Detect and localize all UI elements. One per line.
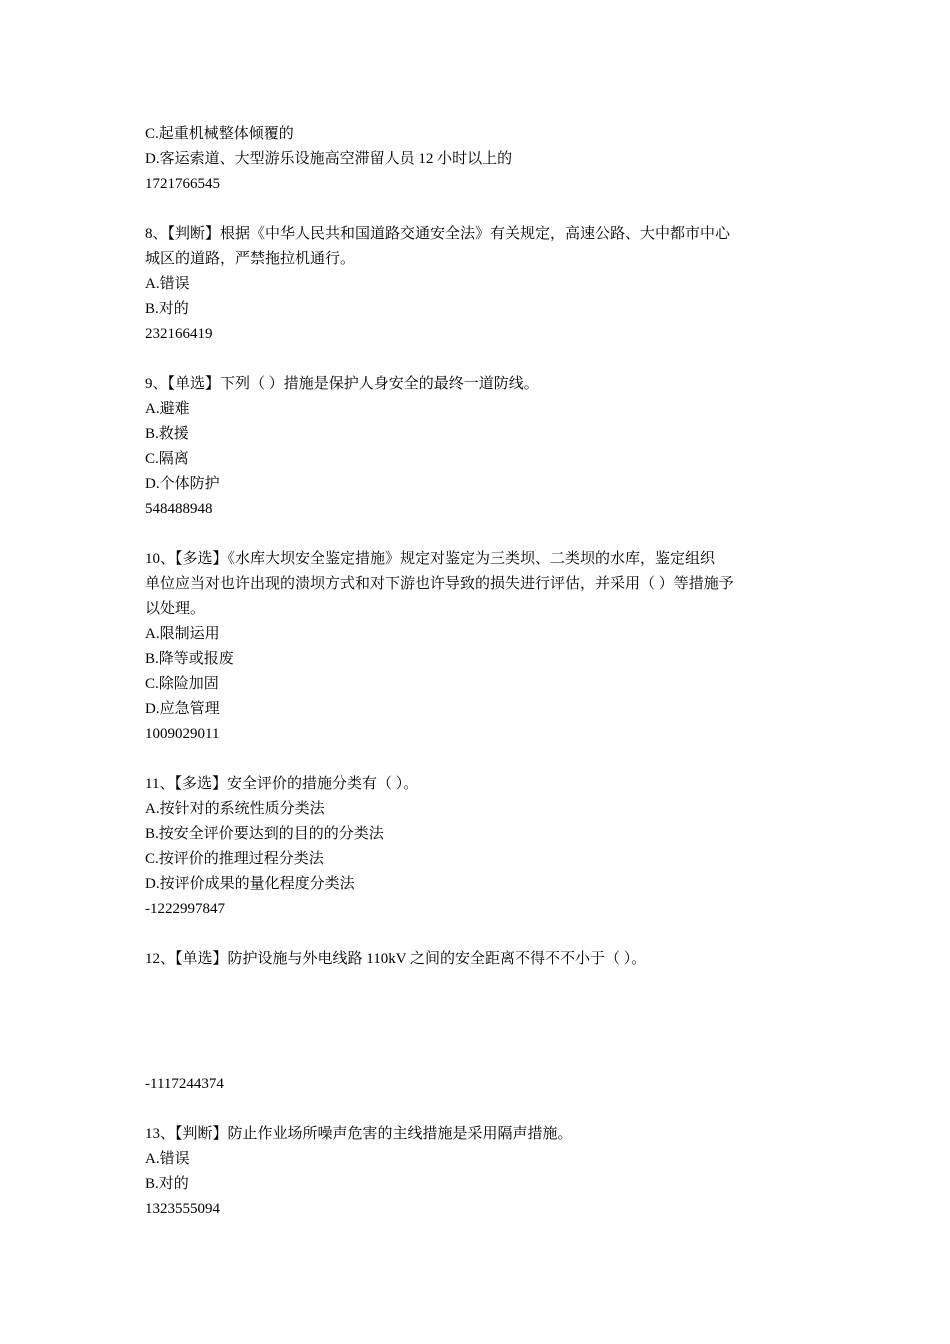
question-block — [145, 1122, 810, 1222]
question-stem-line: 13、【判断】防止作业场所噪声危害的主线措施是采用隔声措施。 — [145, 1126, 573, 1142]
option-text: A.错误 — [145, 276, 190, 292]
spacer — [145, 922, 810, 947]
option-text: B.降等或报废 — [145, 651, 234, 667]
question-stem-line: 8、【判断】根据《中华人民共和国道路交通安全法》有关规定，高速公路、大中都市中心 — [145, 226, 731, 242]
spacer — [145, 197, 810, 222]
option-text: C.隔离 — [145, 451, 189, 467]
question-block — [145, 222, 810, 347]
question-code: 232166419 — [145, 326, 213, 342]
option-text: D.按评价成果的量化程度分类法 — [145, 876, 355, 892]
spacer — [145, 1097, 810, 1122]
question-stem-line: 单位应当对也许出现的溃坝方式和对下游也许导致的损失进行评估，并采用（ ）等措施予 — [145, 576, 734, 592]
question-stem-line: 以处理。 — [145, 601, 206, 617]
spacer — [145, 347, 810, 372]
question-block — [145, 372, 810, 522]
question-block — [145, 947, 810, 1097]
question-stem-line: 10、【多选】《水库大坝安全鉴定措施》规定对鉴定为三类坝、二类坝的水库，鉴定组织 — [145, 551, 716, 567]
question-code: 1009029011 — [145, 726, 220, 742]
question-stem-line: 11、【多选】安全评价的措施分类有（ ）。 — [145, 776, 419, 792]
option-text: C.除险加固 — [145, 676, 219, 692]
option-text: C.按评价的推理过程分类法 — [145, 851, 324, 867]
option-text: C.起重机械整体倾覆的 — [145, 126, 294, 142]
option-text: B.按安全评价要达到的目的的分类法 — [145, 826, 384, 842]
option-text: D.应急管理 — [145, 701, 220, 717]
question-fragment — [145, 122, 810, 197]
option-text: A.避难 — [145, 401, 190, 417]
option-text: A.错误 — [145, 1151, 190, 1167]
question-code: 548488948 — [145, 501, 213, 517]
question-code: 1721766545 — [145, 176, 220, 192]
option-text: B.救援 — [145, 426, 189, 442]
option-text: B.对的 — [145, 301, 189, 317]
question-stem-line: 12、【单选】防护设施与外电线路 110kV 之间的安全距离不得不不小于（ ）。 — [145, 951, 647, 967]
question-code: 1323555094 — [145, 1201, 220, 1217]
spacer — [145, 747, 810, 772]
document-content — [145, 122, 810, 1222]
question-stem-line: 9、【单选】下列（ ）措施是保护人身安全的最终一道防线。 — [145, 376, 539, 392]
question-code: -1222997847 — [145, 901, 225, 917]
question-block — [145, 772, 810, 922]
option-text: A.按针对的系统性质分类法 — [145, 801, 325, 817]
option-text: B.对的 — [145, 1176, 189, 1192]
spacer — [145, 522, 810, 547]
option-text: D.个体防护 — [145, 476, 220, 492]
option-text: A.限制运用 — [145, 626, 220, 642]
option-text: D.客运索道、大型游乐设施高空滞留人员 12 小时以上的 — [145, 151, 513, 167]
question-stem-line: 城区的道路，严禁拖拉机通行。 — [145, 251, 356, 267]
empty-options-area — [145, 972, 810, 1072]
question-block — [145, 547, 810, 747]
question-code: -1117244374 — [145, 1076, 224, 1092]
